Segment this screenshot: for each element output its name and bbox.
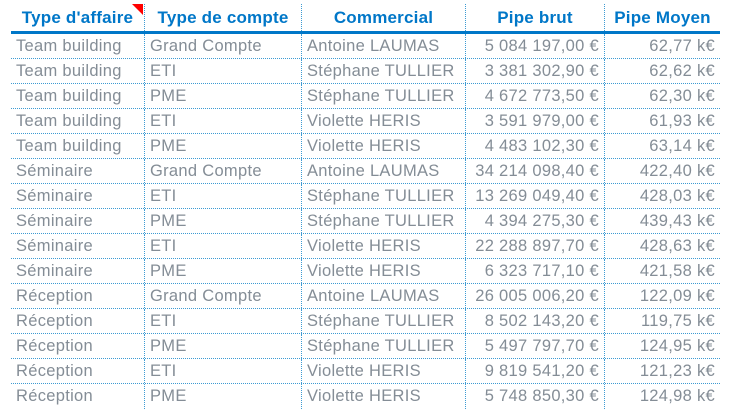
cell-pipe-brut[interactable]: 22 288 897,70 €	[466, 234, 605, 258]
cell-type-compte[interactable]: PME	[145, 259, 302, 283]
cell-type-compte[interactable]: Grand Compte	[145, 284, 302, 308]
header-pipe-moyen[interactable]	[605, 4, 720, 31]
cell-commercial[interactable]: Antoine LAUMAS	[302, 284, 466, 308]
cell-commercial[interactable]: Violette HERIS	[302, 259, 466, 283]
cell-type-affaire[interactable]: Séminaire	[11, 209, 145, 233]
cell-type-compte[interactable]: PME	[145, 134, 302, 158]
cell-pipe-brut[interactable]: 4 483 102,30 €	[466, 134, 605, 158]
cell-commercial[interactable]: Violette HERIS	[302, 234, 466, 258]
cell-pipe-brut[interactable]: 4 672 773,50 €	[466, 84, 605, 108]
table-row	[11, 184, 720, 209]
cell-type-affaire[interactable]: Séminaire	[11, 259, 145, 283]
cell-pipe-brut[interactable]: 3 591 979,00 €	[466, 109, 605, 133]
table-row	[11, 384, 720, 409]
cell-pipe-moyen[interactable]: 62,62 k€	[649, 61, 715, 80]
cell-pipe-brut[interactable]: 6 323 717,10 €	[466, 259, 605, 283]
table-row	[11, 259, 720, 284]
header-type-affaire[interactable]	[11, 4, 145, 31]
cell-type-affaire[interactable]: Réception	[11, 359, 145, 383]
table-row	[11, 84, 720, 109]
table-row	[11, 59, 720, 84]
cell-pipe-moyen[interactable]: 428,63 k€	[639, 236, 715, 255]
cell-commercial[interactable]: Stéphane TULLIER	[302, 59, 466, 83]
table-row	[11, 34, 720, 59]
cell-pipe-moyen[interactable]: 428,03 k€	[639, 186, 715, 205]
cell-pipe-moyen[interactable]: 124,98 k€	[639, 387, 715, 405]
header-type-compte[interactable]	[145, 4, 302, 31]
cell-type-compte[interactable]: PME	[145, 84, 302, 108]
cell-type-affaire[interactable]: Réception	[11, 284, 145, 308]
table-row	[11, 134, 720, 159]
cell-type-compte[interactable]: ETI	[145, 309, 302, 333]
cell-pipe-brut[interactable]: 5 748 850,30 €	[466, 384, 605, 409]
cell-type-compte[interactable]: PME	[145, 334, 302, 358]
table-header-row	[11, 4, 720, 34]
cell-commercial[interactable]: Stéphane TULLIER	[302, 184, 466, 208]
cell-pipe-moyen[interactable]: 422,40 k€	[639, 161, 715, 180]
cell-commercial[interactable]: Antoine LAUMAS	[302, 159, 466, 183]
cell-commercial[interactable]: Violette HERIS	[302, 384, 466, 409]
cell-type-compte[interactable]: ETI	[145, 109, 302, 133]
table-row	[11, 359, 720, 384]
cell-type-compte[interactable]: PME	[145, 384, 302, 409]
cell-pipe-moyen[interactable]: 439,43 k€	[639, 211, 715, 230]
table-body	[11, 34, 720, 409]
cell-commercial[interactable]: Antoine LAUMAS	[302, 34, 466, 58]
cell-type-affaire[interactable]: Séminaire	[11, 234, 145, 258]
cell-type-affaire[interactable]: Réception	[11, 309, 145, 333]
cell-pipe-brut[interactable]: 26 005 006,20 €	[466, 284, 605, 308]
cell-pipe-moyen[interactable]: 119,75 k€	[641, 311, 715, 330]
cell-pipe-moyen[interactable]: 61,93 k€	[649, 111, 715, 130]
header-commercial-label: Commercial	[333, 7, 434, 27]
cell-commercial[interactable]: Stéphane TULLIER	[302, 334, 466, 358]
header-type-compte-label: Type de compte	[157, 7, 289, 27]
cell-pipe-brut[interactable]: 3 381 302,90 €	[466, 59, 605, 83]
comment-indicator-icon[interactable]	[132, 4, 143, 15]
cell-pipe-brut[interactable]: 4 394 275,30 €	[466, 209, 605, 233]
cell-pipe-brut[interactable]: 13 269 049,40 €	[466, 184, 605, 208]
cell-type-affaire[interactable]: Réception	[11, 384, 145, 409]
cell-type-compte[interactable]: ETI	[145, 234, 302, 258]
table-row	[11, 309, 720, 334]
cell-pipe-moyen[interactable]: 121,23 k€	[639, 361, 715, 380]
header-commercial[interactable]	[302, 4, 466, 31]
cell-pipe-brut[interactable]: 8 502 143,20 €	[466, 309, 605, 333]
table-row	[11, 234, 720, 259]
cell-type-affaire[interactable]: Réception	[11, 334, 145, 358]
cell-type-affaire[interactable]: Team building	[11, 59, 145, 83]
cell-type-compte[interactable]: Grand Compte	[145, 159, 302, 183]
table-row	[11, 284, 720, 309]
cell-type-compte[interactable]: PME	[145, 209, 302, 233]
cell-type-affaire[interactable]: Team building	[11, 84, 145, 108]
cell-type-compte[interactable]: Grand Compte	[145, 34, 302, 58]
header-type-affaire-label: Type d'affaire	[21, 7, 134, 27]
header-pipe-moyen-label: Pipe Moyen	[614, 7, 711, 27]
cell-pipe-moyen[interactable]: 421,58 k€	[639, 261, 715, 280]
header-pipe-brut-label: Pipe brut	[497, 7, 573, 27]
cell-pipe-brut[interactable]: 5 084 197,00 €	[466, 34, 605, 58]
cell-pipe-moyen[interactable]: 122,09 k€	[639, 286, 715, 305]
cell-type-affaire[interactable]: Séminaire	[11, 184, 145, 208]
cell-pipe-moyen[interactable]: 63,14 k€	[649, 136, 715, 155]
cell-type-compte[interactable]: ETI	[145, 59, 302, 83]
cell-pipe-brut[interactable]: 34 214 098,40 €	[466, 159, 605, 183]
pivot-table	[11, 4, 720, 409]
header-pipe-brut[interactable]	[466, 4, 605, 31]
cell-commercial[interactable]: Violette HERIS	[302, 109, 466, 133]
cell-type-compte[interactable]: ETI	[145, 359, 302, 383]
cell-pipe-brut[interactable]: 9 819 541,20 €	[466, 359, 605, 383]
table-row	[11, 334, 720, 359]
cell-pipe-moyen[interactable]: 62,30 k€	[649, 86, 715, 105]
cell-commercial[interactable]: Stéphane TULLIER	[302, 209, 466, 233]
cell-commercial[interactable]: Stéphane TULLIER	[302, 309, 466, 333]
cell-commercial[interactable]: Violette HERIS	[302, 134, 466, 158]
table-row	[11, 159, 720, 184]
table-row	[11, 109, 720, 134]
cell-type-affaire[interactable]: Séminaire	[11, 159, 145, 183]
table-row	[11, 209, 720, 234]
cell-commercial[interactable]: Violette HERIS	[302, 359, 466, 383]
cell-pipe-moyen[interactable]: 124,95 k€	[639, 336, 715, 355]
cell-type-compte[interactable]: ETI	[145, 184, 302, 208]
cell-type-affaire[interactable]: Team building	[11, 109, 145, 133]
cell-commercial[interactable]: Stéphane TULLIER	[302, 84, 466, 108]
cell-pipe-brut[interactable]: 5 497 797,70 €	[466, 334, 605, 358]
cell-pipe-moyen[interactable]: 62,77 k€	[649, 36, 715, 55]
cell-type-affaire[interactable]: Team building	[11, 34, 145, 58]
cell-type-affaire[interactable]: Team building	[11, 134, 145, 158]
